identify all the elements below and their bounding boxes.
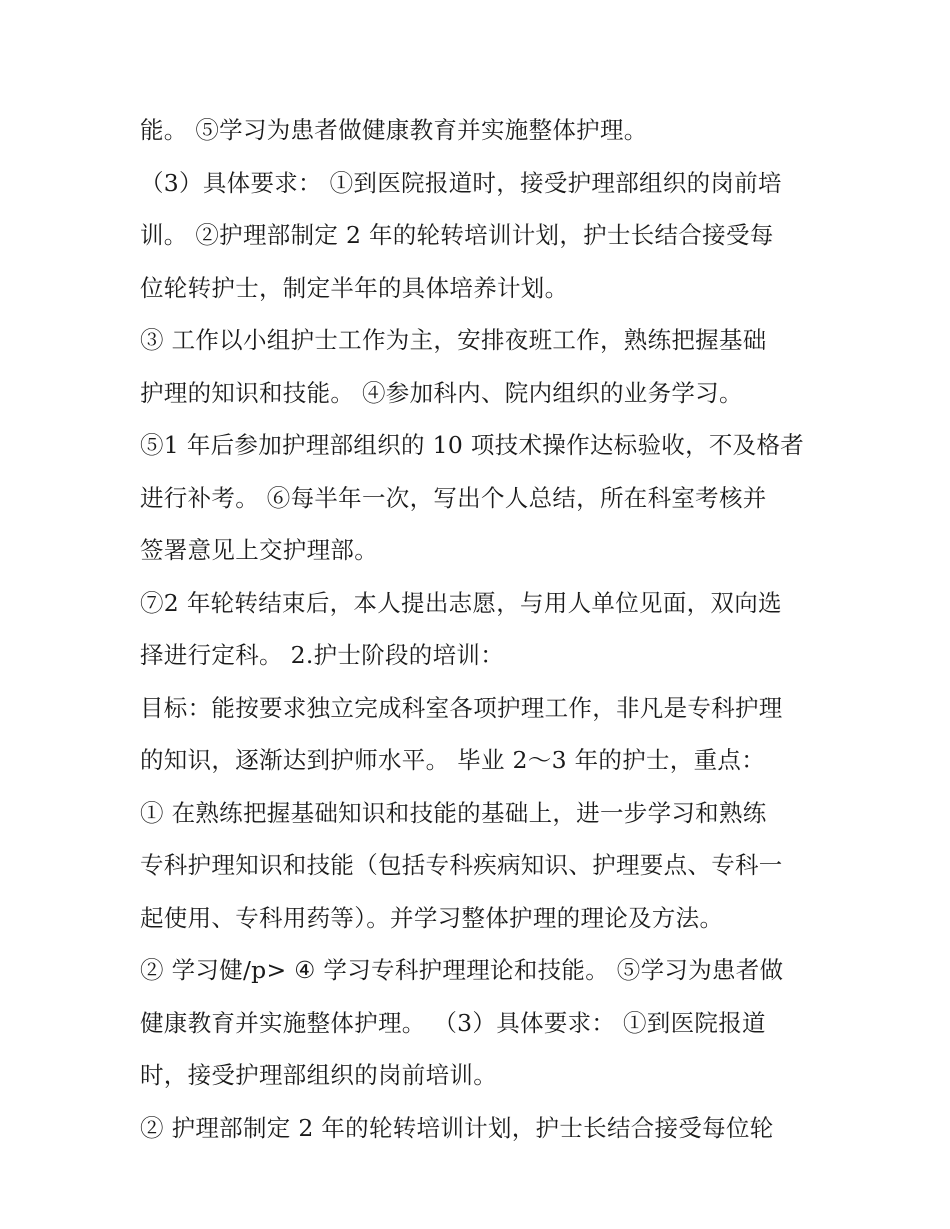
text-line: 专科护理知识和技能（包括专科疾病知识、护理要点、专科一 — [140, 851, 783, 879]
text-line: 能。 ⑤学习为患者做健康教育并实施整体护理。 — [140, 116, 648, 144]
text-line: ② 学习健/p> ④ 学习专科护理理论和技能。 ⑤学习为患者做 — [140, 956, 784, 984]
text-line: ① 在熟练把握基础知识和技能的基础上，进一步学习和熟练 — [140, 798, 767, 827]
text-line: 进行补考。 ⑥每半年一次，写出个人总结，所在科室考核并 — [140, 483, 767, 512]
text-line: 位轮转护士，制定半年的具体培养计划。 — [140, 273, 569, 302]
text-line: 起使用、专科用药等）。并学习整体护理的理论及方法。 — [140, 903, 724, 932]
text-line: ⑦2 年轮转结束后，本人提出志愿，与用人单位见面，双向选 — [140, 588, 782, 617]
text-line: ⑤1 年后参加护理部组织的 10 项技术操作达标验收，不及格者 — [140, 431, 805, 459]
text-line: 目标：能按要求独立完成科室各项护理工作，非凡是专科护理 — [140, 693, 783, 722]
text-line: 时，接受护理部组织的岗前培训。 — [140, 1061, 497, 1089]
text-line: 训。 ②护理部制定 2 年的轮转培训计划，护士长结合接受每 — [140, 221, 774, 249]
text-line: 护理的知识和技能。 ④参加科内、院内组织的业务学习。 — [140, 378, 743, 407]
text-line: 签署意见上交护理部。 — [140, 536, 378, 564]
text-line: ② 护理部制定 2 年的轮转培训计划，护士长结合接受每位轮 — [140, 1113, 774, 1142]
text-line: （3）具体要求： ①到医院报道时，接受护理部组织的岗前培 — [140, 168, 782, 197]
document-body — [140, 110, 820, 1160]
text-line: 择进行定科。 2.护士阶段的培训： — [140, 641, 504, 669]
text-line: 健康教育并实施整体护理。 （3）具体要求： ①到医院报道 — [140, 1008, 766, 1037]
text-line: ③ 工作以小组护士工作为主，安排夜班工作，熟练把握基础 — [140, 326, 767, 354]
text-line: 的知识，逐渐达到护师水平。 毕业 2～3 年的护士，重点： — [140, 746, 766, 774]
